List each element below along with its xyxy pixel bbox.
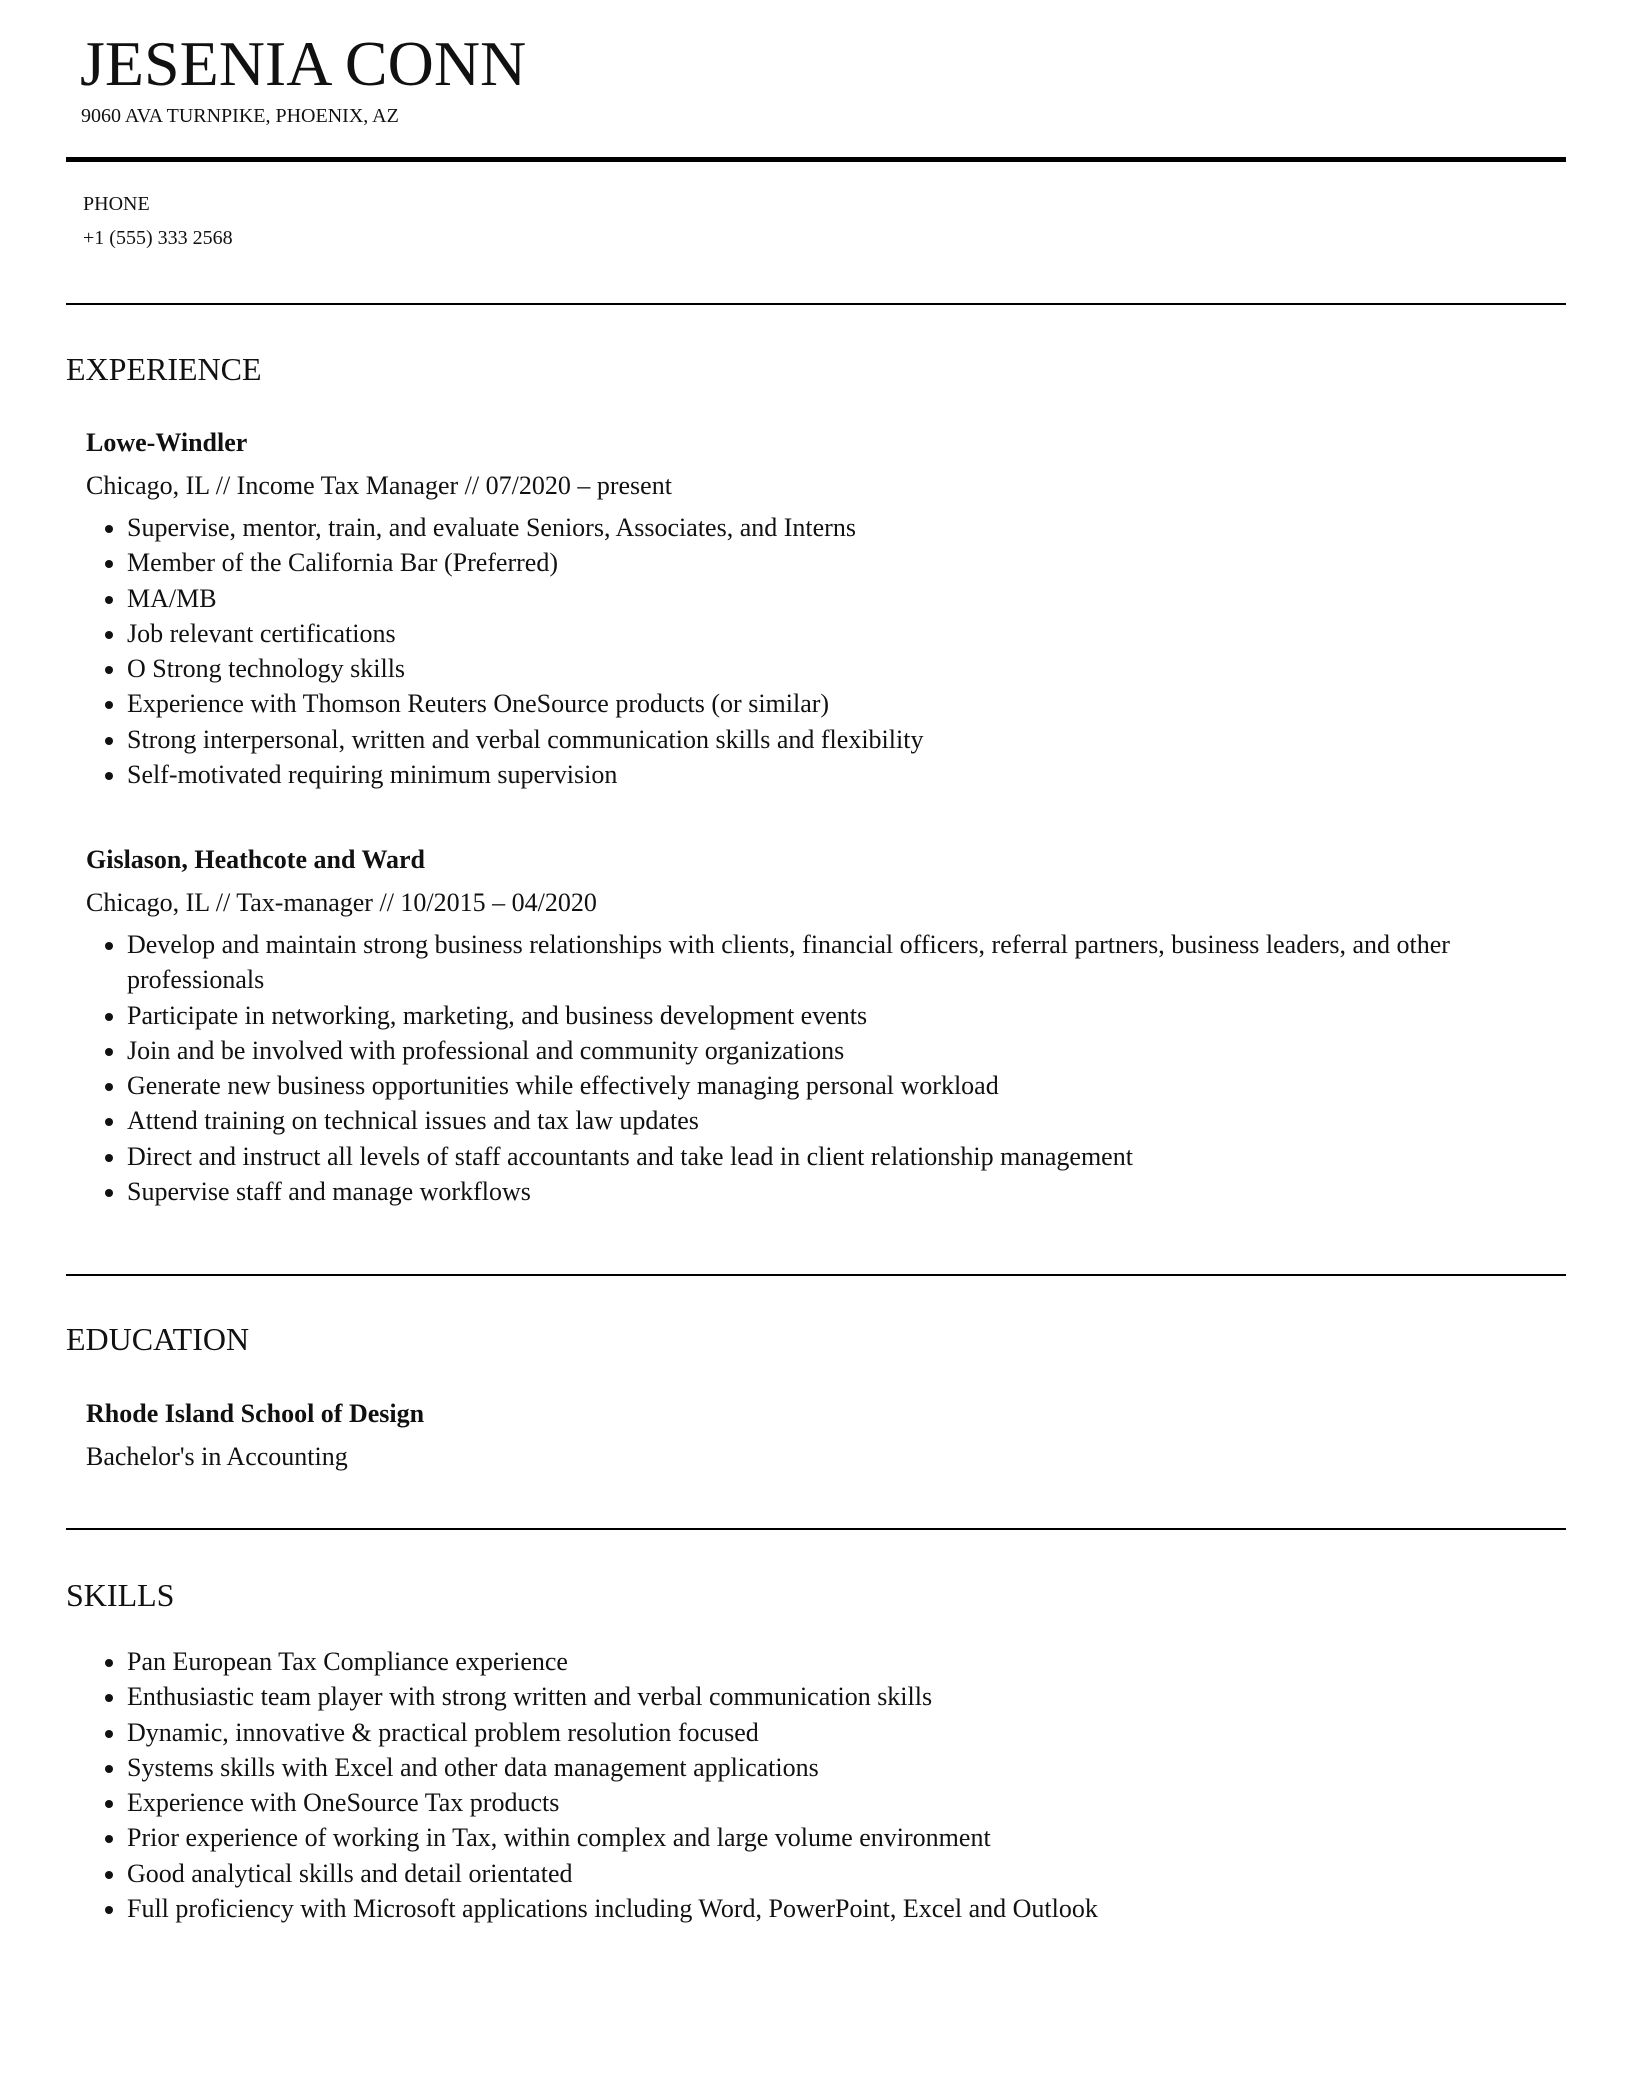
section-divider: [66, 303, 1566, 305]
list-item: • Experience with Thomson Reuters OneSource products (or similar): [127, 686, 1566, 721]
skills-bullets: [86, 1644, 1566, 1926]
list-item: • Good analytical skills and detail orientated: [127, 1856, 1566, 1891]
phone-label: PHONE: [83, 193, 150, 215]
list-item: • Enthusiastic team player with strong written and verbal communication skills: [127, 1679, 1566, 1714]
list-item: • Attend training on technical issues and tax law updates: [127, 1103, 1566, 1138]
section-divider: [66, 1528, 1566, 1530]
candidate-address: 9060 AVA TURNPIKE, PHOENIX, AZ: [81, 105, 399, 127]
job-entry: [86, 843, 1566, 1209]
job-meta: Chicago, IL // Income Tax Manager // 07/2020 – present: [86, 471, 672, 500]
list-item: • Full proficiency with Microsoft applications including Word, PowerPoint, Excel and Outlook: [127, 1891, 1566, 1926]
list-item: • Direct and instruct all levels of staff accountants and take lead in client relationship management: [127, 1139, 1566, 1174]
education-entry: [86, 1397, 1566, 1475]
list-item: • Dynamic, innovative & practical problem resolution focused: [127, 1715, 1566, 1750]
list-item: • Experience with OneSource Tax products: [127, 1785, 1566, 1820]
school-name: Rhode Island School of Design: [86, 1399, 425, 1428]
job-meta: Chicago, IL // Tax-manager // 10/2015 – 04/2020: [86, 888, 597, 917]
experience-heading: EXPERIENCE: [66, 351, 262, 387]
job-bullets: [86, 510, 1566, 792]
list-item: • O Strong technology skills: [127, 651, 1566, 686]
list-item: • Strong interpersonal, written and verbal communication skills and flexibility: [127, 722, 1566, 757]
job-entry: [86, 426, 1566, 792]
list-item: • Prior experience of working in Tax, within complex and large volume environment: [127, 1820, 1566, 1855]
list-item: • Job relevant certifications: [127, 616, 1566, 651]
degree: Bachelor's in Accounting: [86, 1442, 348, 1471]
list-item: • Develop and maintain strong business relationships with clients, financial officers, referral partners, business leaders, and other professionals: [127, 927, 1566, 998]
skills-list: [86, 1644, 1566, 1926]
list-item: • Generate new business opportunities while effectively managing personal workload: [127, 1068, 1566, 1103]
phone-value: +1 (555) 333 2568: [83, 227, 233, 249]
list-item: • Join and be involved with professional and community organizations: [127, 1033, 1566, 1068]
list-item: • Supervise staff and manage workflows: [127, 1174, 1566, 1209]
list-item: • Supervise, mentor, train, and evaluate Seniors, Associates, and Interns: [127, 510, 1566, 545]
section-divider: [66, 1274, 1566, 1276]
list-item: • MA/MB: [127, 581, 1566, 616]
job-bullets: [86, 927, 1566, 1209]
list-item: • Pan European Tax Compliance experience: [127, 1644, 1566, 1679]
list-item: • Participate in networking, marketing, and business development events: [127, 998, 1566, 1033]
list-item: • Systems skills with Excel and other data management applications: [127, 1750, 1566, 1785]
candidate-name: JESENIA CONN: [80, 28, 527, 99]
header-divider: [66, 157, 1566, 162]
list-item: • Member of the California Bar (Preferred): [127, 545, 1566, 580]
skills-heading: SKILLS: [66, 1577, 175, 1613]
job-company: Lowe-Windler: [86, 428, 248, 457]
list-item: • Self-motivated requiring minimum supervision: [127, 757, 1566, 792]
education-heading: EDUCATION: [66, 1321, 250, 1357]
job-company: Gislason, Heathcote and Ward: [86, 845, 426, 874]
